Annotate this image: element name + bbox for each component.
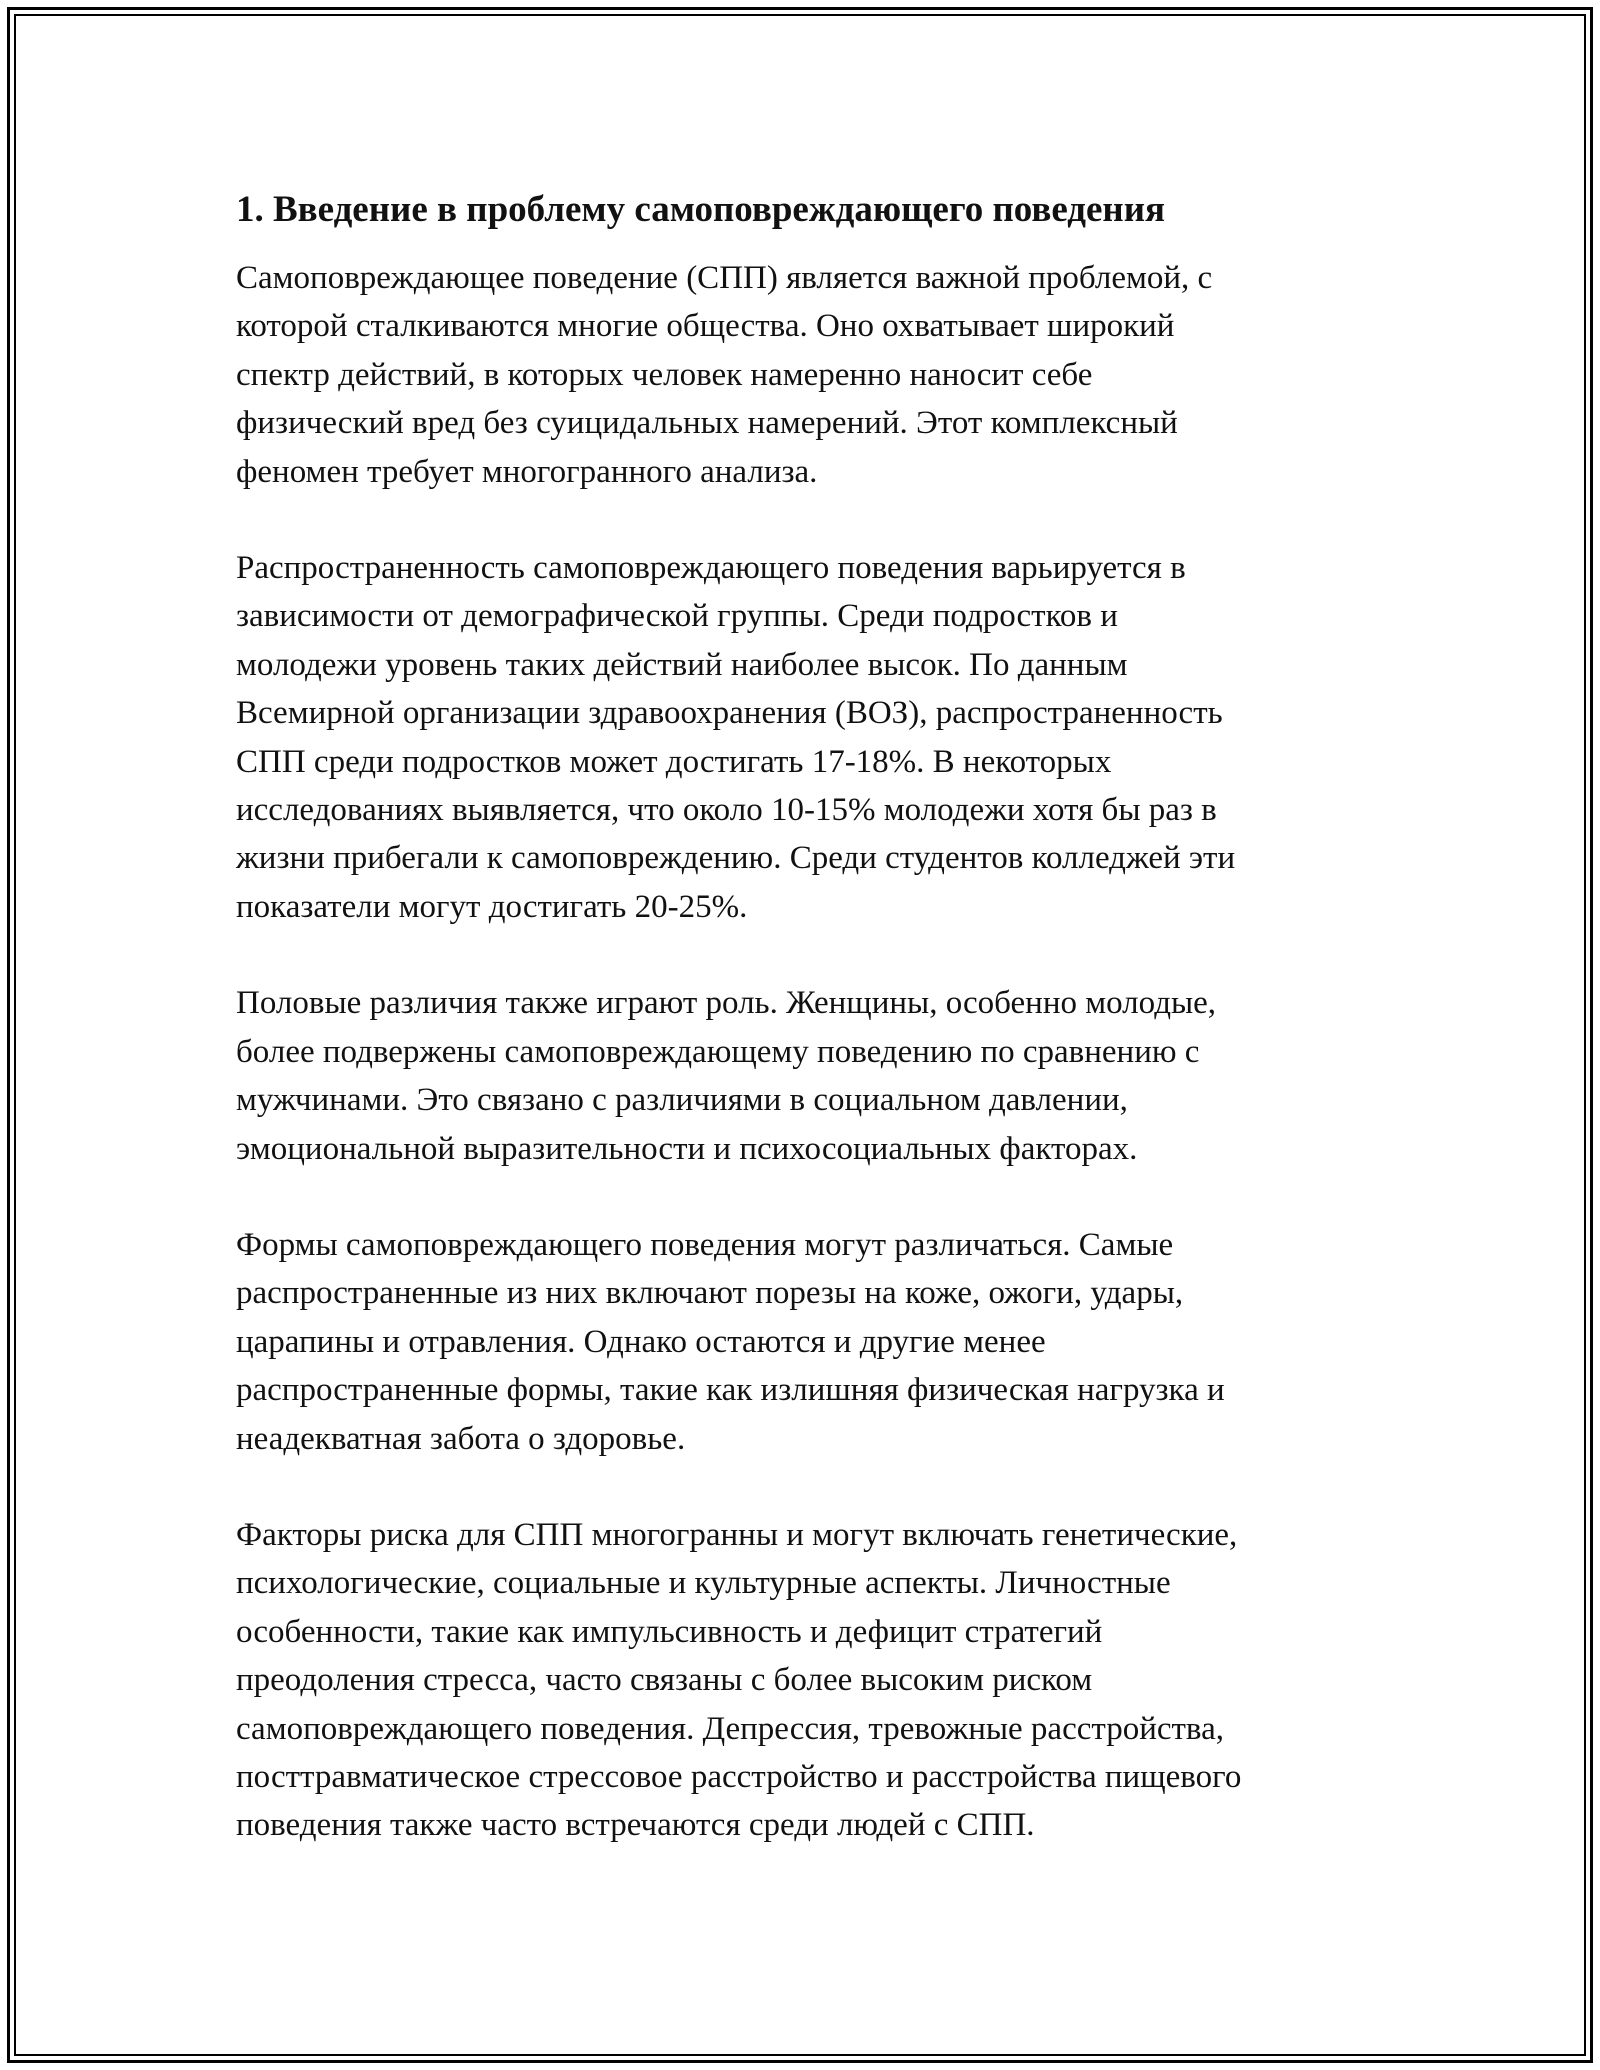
paragraph-line: жизни прибегали к самоповреждению. Среди студентов колледжей эти: [236, 840, 1236, 877]
paragraph-list: [236, 254, 1366, 1850]
paragraph-line: самоповреждающего поведения. Депрессия, тревожные расстройства,: [236, 1710, 1224, 1747]
paragraph-line: молодежи уровень таких действий наиболее высок. По данным: [236, 646, 1128, 683]
paragraph-line: которой сталкиваются многие общества. Оно охватывает широкий: [236, 308, 1175, 345]
paragraph-line: феномен требует многогранного анализа.: [236, 453, 818, 490]
paragraph-line: распространенные формы, такие как излишняя физическая нагрузка и: [236, 1372, 1225, 1409]
paragraph: [236, 979, 1366, 1173]
paragraph-line: более подвержены самоповреждающему поведению по сравнению с: [236, 1033, 1200, 1070]
document-body: [236, 186, 1366, 1898]
paragraph: [236, 254, 1366, 496]
paragraph-line: мужчинами. Это связано с различиями в социальном давлении,: [236, 1082, 1128, 1119]
paragraph-line: спектр действий, в которых человек намеренно наносит себе: [236, 356, 1093, 393]
paragraph-line: преодоления стресса, часто связаны с более высоким риском: [236, 1662, 1093, 1699]
paragraph-line: особенности, такие как импульсивность и дефицит стратегий: [236, 1613, 1103, 1650]
paragraph-line: поведения также часто встречаются среди людей с СПП.: [236, 1807, 1035, 1844]
paragraph-line: зависимости от демографической группы. Среди подростков и: [236, 598, 1118, 635]
paragraph-line: неадекватная забота о здоровье.: [236, 1420, 686, 1457]
paragraph: [236, 1511, 1366, 1850]
paragraph-line: Самоповреждающее поведение (СПП) является важной проблемой, с: [236, 260, 1213, 296]
paragraph-line: Формы самоповреждающего поведения могут различаться. Самые: [236, 1226, 1174, 1263]
paragraph-line: показатели могут достигать 20-25%.: [236, 888, 748, 925]
paragraph-line: распространенные из них включают порезы на коже, ожоги, удары,: [236, 1275, 1184, 1312]
paragraph-line: эмоциональной выразительности и психосоциальных факторах.: [236, 1130, 1138, 1167]
paragraph: [236, 1221, 1366, 1463]
paragraph-line: Факторы риска для СПП многогранны и могут включать генетические,: [236, 1516, 1238, 1553]
paragraph: [236, 544, 1366, 931]
paragraph-line: СПП среди подростков может достигать 17-18%. В некоторых: [236, 743, 1112, 780]
paragraph-line: Всемирной организации здравоохранения (ВОЗ), распространенность: [236, 695, 1223, 732]
paragraph-line: исследованиях выявляется, что около 10-15% молодежи хотя бы раз в: [236, 792, 1217, 829]
paragraph-line: Половые различия также играют роль. Женщины, особенно молодые,: [236, 985, 1217, 1022]
section-heading: 1. Введение в проблему самоповреждающего поведения: [236, 189, 1166, 230]
paragraph-line: царапины и отравления. Однако остаются и другие менее: [236, 1323, 1046, 1360]
paragraph-line: посттравматическое стрессовое расстройство и расстройства пищевого: [236, 1758, 1242, 1795]
paragraph-line: физический вред без суицидальных намерений. Этот комплексный: [236, 405, 1178, 442]
paragraph-line: Распространенность самоповреждающего поведения варьируется в: [236, 550, 1186, 587]
paragraph-line: психологические, социальные и культурные аспекты. Личностные: [236, 1565, 1171, 1602]
